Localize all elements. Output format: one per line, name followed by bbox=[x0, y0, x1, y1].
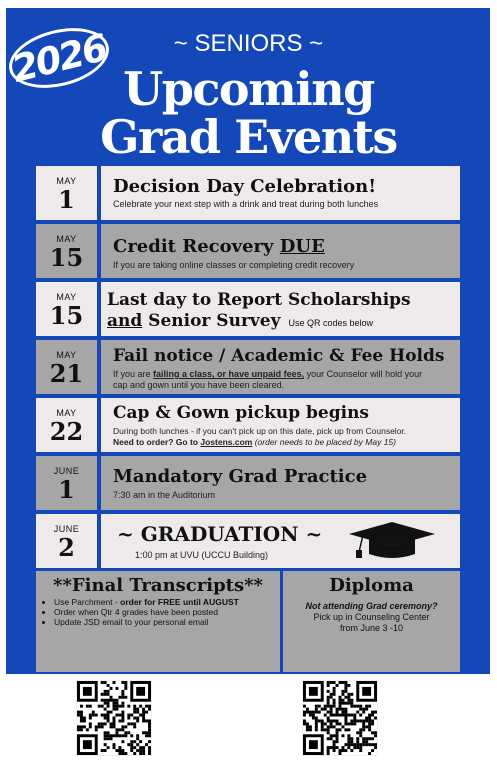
diploma-line: Not attending Grad ceremony? bbox=[305, 601, 438, 611]
event-title-and: and bbox=[107, 311, 143, 331]
event-date bbox=[36, 340, 97, 394]
event-title: Cap & Gown pickup begins bbox=[113, 403, 370, 423]
event-day: 1 bbox=[58, 475, 75, 504]
event-details bbox=[101, 166, 460, 220]
event-title-text: Credit Recovery bbox=[113, 236, 280, 257]
event-date bbox=[36, 456, 97, 510]
transcripts-item-bold: order for FREE until AUGUST bbox=[120, 597, 239, 607]
event-month: MAY bbox=[56, 350, 77, 360]
event-title bbox=[113, 236, 325, 257]
event-day: 15 bbox=[49, 301, 84, 330]
event-day: 2 bbox=[58, 533, 75, 562]
order-need: Need to order? Go to bbox=[113, 437, 201, 447]
event-month: MAY bbox=[56, 176, 77, 186]
event-row bbox=[36, 166, 460, 220]
event-date bbox=[36, 166, 97, 220]
jostens-link[interactable]: Jostens.com bbox=[200, 437, 253, 447]
seniors-heading: ~ SENIORS ~ bbox=[173, 30, 324, 57]
title-line-2: Grad Events bbox=[100, 110, 397, 164]
event-title: Last day to Report Scholarships bbox=[107, 290, 411, 310]
transcripts-title: **Final Transcripts** bbox=[53, 575, 263, 596]
event-description-line-2: cap and gown until you have been cleared. bbox=[113, 380, 285, 390]
transcripts-box bbox=[36, 571, 280, 672]
event-day: 21 bbox=[49, 359, 84, 388]
event-details bbox=[101, 456, 460, 510]
desc-text: If you are bbox=[113, 369, 154, 379]
diploma-line: from June 3 -10 bbox=[339, 623, 404, 633]
event-row bbox=[36, 514, 460, 568]
transcripts-item: • Update JSD email to your personal email bbox=[54, 617, 239, 627]
event-date bbox=[36, 514, 97, 568]
event-title: Decision Day Celebration! bbox=[113, 176, 377, 197]
event-month: MAY bbox=[56, 234, 77, 244]
qr-code-icon[interactable] bbox=[302, 680, 378, 756]
desc-underlined: failing a class, or have unpaid fees, bbox=[153, 369, 305, 379]
event-day: 22 bbox=[49, 417, 84, 446]
year-badge-text: 2026 bbox=[7, 25, 111, 91]
event-details bbox=[101, 514, 460, 568]
desc-text: your Counselor will hold your bbox=[304, 369, 423, 379]
diploma-text bbox=[283, 601, 460, 634]
event-date bbox=[36, 282, 97, 336]
transcripts-list bbox=[36, 597, 239, 627]
event-day: 1 bbox=[58, 185, 75, 214]
event-row bbox=[36, 398, 460, 452]
title-line-1: Upcoming bbox=[123, 62, 374, 116]
transcripts-item-text: Use Parchment - bbox=[54, 597, 121, 607]
event-month: JUNE bbox=[53, 524, 80, 534]
event-day: 15 bbox=[49, 243, 84, 272]
event-month: MAY bbox=[56, 408, 77, 418]
event-details bbox=[101, 282, 460, 336]
event-title-survey: Senior Survey bbox=[142, 311, 281, 331]
event-title: ~ GRADUATION ~ bbox=[117, 522, 323, 546]
event-date bbox=[36, 398, 97, 452]
event-description: If you are taking online classes or completing credit recovery bbox=[113, 260, 355, 270]
event-month: JUNE bbox=[53, 466, 80, 476]
event-details bbox=[101, 340, 460, 394]
event-row bbox=[36, 340, 460, 394]
event-row bbox=[36, 456, 460, 510]
transcripts-item: • Order when Qtr 4 grades have been posted bbox=[54, 607, 239, 617]
event-description bbox=[113, 369, 422, 380]
event-details bbox=[101, 224, 460, 278]
order-deadline: (order needs to be placed by May 15) bbox=[252, 437, 396, 447]
event-title-due: DUE bbox=[279, 236, 325, 257]
event-details bbox=[101, 398, 460, 452]
transcripts-item bbox=[54, 597, 239, 607]
diploma-title: Diploma bbox=[329, 575, 414, 596]
event-title-line-2 bbox=[107, 311, 373, 331]
event-title: Fail notice / Academic & Fee Holds bbox=[113, 346, 445, 366]
event-description: During both lunches - if you can't pick up on this date, pick up from Counselor. bbox=[113, 426, 407, 436]
event-month: MAY bbox=[56, 292, 77, 302]
event-description: 1:00 pm at UVU (UCCU Building) bbox=[135, 550, 269, 560]
event-row bbox=[36, 224, 460, 278]
event-order-note bbox=[113, 437, 396, 448]
diploma-line: Pick up in Counseling Center bbox=[313, 612, 430, 622]
event-title: Mandatory Grad Practice bbox=[113, 466, 368, 487]
event-row bbox=[36, 282, 460, 336]
event-date bbox=[36, 224, 97, 278]
event-note: Use QR codes below bbox=[288, 318, 374, 328]
event-description: Celebrate your next step with a drink and treat during both lunches bbox=[113, 199, 379, 209]
diploma-box bbox=[283, 571, 460, 672]
qr-code-icon[interactable] bbox=[76, 680, 152, 756]
event-description: 7:30 am in the Auditorium bbox=[113, 490, 216, 500]
graduation-cap-icon bbox=[347, 520, 437, 564]
